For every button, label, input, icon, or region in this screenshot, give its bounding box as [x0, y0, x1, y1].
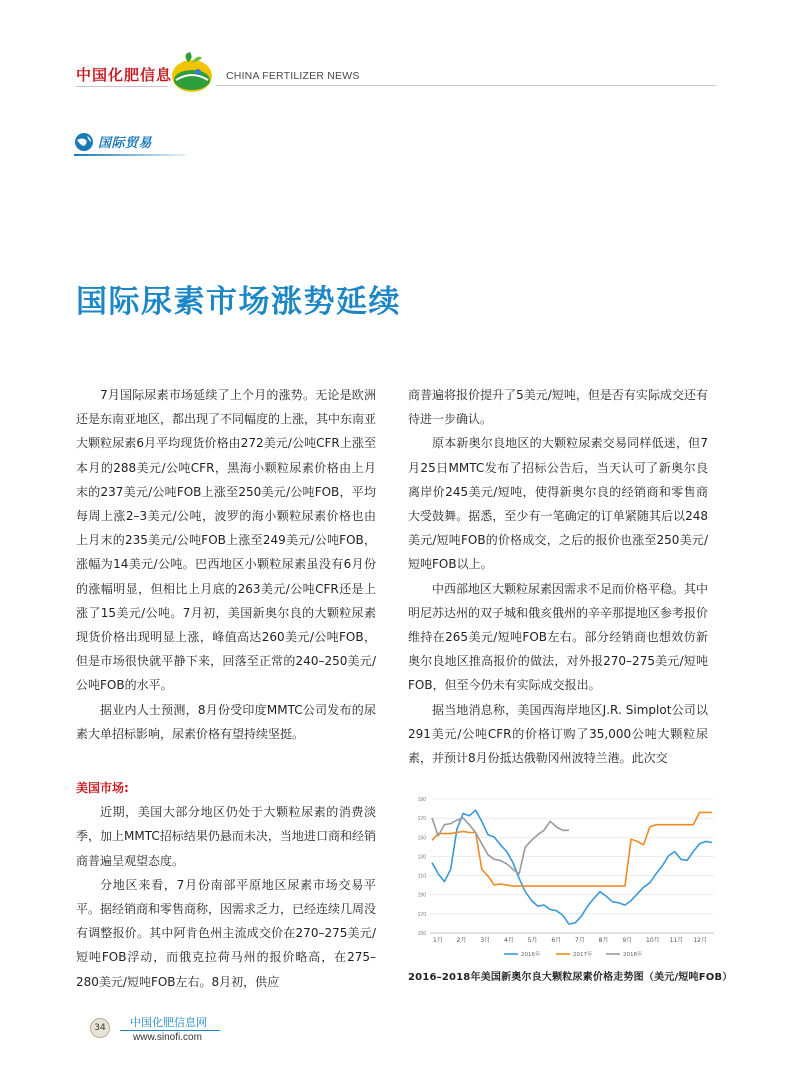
x-tick-label: 9月 [622, 937, 633, 944]
logo-icon [168, 50, 216, 94]
y-tick-label: 150 [417, 835, 426, 842]
section-label: 国际贸易 [98, 136, 153, 151]
header-rule-left [76, 86, 168, 87]
paragraph: 据当地消息称，美国西海岸地区J.R. Simplot公司以291美元/公吨CFR的价格订购了35,000公吨大颗粒尿素，并预计8月份抵达俄勒冈州波特兰港。此次交 [408, 702, 708, 766]
price-trend-chart [408, 793, 720, 965]
us-market-section [76, 776, 376, 994]
x-tick-label: 6月 [551, 937, 562, 944]
paragraph: 7月国际尿素市场延续了上个月的涨势。无论是欧洲还是东南亚地区，都出现了不同幅度的上涨，其中东南亚大颗粒尿素6月平均现货价格由272美元/公吨CFR上涨至本月的288美元/公吨CFR，黑海小颗粒尿素价格由上月末的237美元/公吨FOB上涨至250美元/公吨FOB，平均每周上涨2–3美元/公吨，波罗的海小颗粒尿素价格也由上月末的235美元/公吨FOB上涨至249美元/公吨FOB，涨幅为14美元/公吨。巴西地区小颗粒尿素虽没有6月份的涨幅明显，但相比上月底的263美元/公吨CFR还是上涨了15美元/公吨。7月初，美国新奥尔良的大颗粒尿素现货价格出现明显上涨，峰值高达260美元/公吨FOB，但是市场很快就平静下来，回落至正常的240–250美元/公吨FOB的水平。 [76, 388, 377, 693]
footer-rule [120, 1030, 220, 1031]
column-left [76, 383, 376, 746]
logo-chinese-text: 中国化肥信息 [76, 66, 173, 84]
globe-icon [74, 132, 94, 152]
y-tick-label: 190 [417, 892, 426, 899]
legend-label: 2018年 [623, 952, 643, 958]
paragraph: 分地区来看，7月份南部平原地区尿素市场交易平平。据经销商和零售商称，因需求乏力，已经连续几周没有调整报价。其中阿肯色州主流成交价在270–275美元/短吨FOB浮动，而俄克拉荷马州的报价略高，在275–280美元/短吨FOB左右。8月初，供应 [76, 877, 377, 989]
paragraph: 中西部地区大颗粒尿素因需求不足而价格平稳。其中明尼苏达州的双子城和俄亥俄州的辛辛那提地区参考报价维持在265美元/短吨FOB左右。部分经销商也想效仿新奥尔良地区推高报价的做法，对外报270–275美元/短吨FOB，但至今仍未有实际成交报出。 [408, 581, 709, 693]
y-tick-label: 110 [418, 873, 426, 880]
chart-caption: 2016–2018年美国新奥尔良大颗粒尿素价格走势图（美元/短吨FOB） [408, 972, 733, 983]
paragraph: 原本新奥尔良地区的大颗粒尿素交易同样低迷，但7月25日MMTC发布了招标公告后，当天认可了新奥尔良离岸价245美元/短吨，使得新奥尔良的经销商和零售商大受鼓舞。据悉，至少有一笔确定的订单紧随其后以248美元/短吨FOB的价格成交，之后的报价也涨至250美元/短吨FOB以上。 [408, 436, 708, 572]
section-tag [74, 131, 194, 153]
paragraph: 商普遍将报价提升了5美元/短吨，但是否有实际成交还有待进一步确认。 [408, 388, 708, 427]
x-tick-label: 8月 [598, 937, 609, 944]
column-right [408, 383, 708, 770]
article-title: 国际尿素市场涨势延续 [76, 284, 401, 320]
x-tick-label: 12月 [693, 937, 707, 944]
page-number: 34 [90, 1018, 110, 1038]
paragraph: 据业内人士预测，8月份受印度MMTC公司发布的尿素大单招标影响，尿素价格有望持续坚挺。 [76, 702, 376, 741]
series-line [432, 810, 712, 924]
x-tick-label: 7月 [575, 937, 585, 944]
legend-label: 2017年 [573, 952, 593, 958]
y-tick-label: 170 [417, 911, 426, 918]
series-line [432, 812, 712, 886]
logo-english-text: CHINA FERTILIZER NEWS [226, 70, 360, 82]
y-tick-label: 170 [417, 816, 426, 823]
us-market-heading: 美国市场: [76, 781, 129, 795]
x-tick-label: 3月 [480, 937, 491, 944]
x-tick-label: 10月 [646, 937, 660, 944]
paragraph: 近期，美国大部分地区仍处于大颗粒尿素的消费淡季，加上MMTC招标结果仍悬而未决，当地进口商和经销商普遍呈观望态度。 [76, 805, 376, 868]
y-tick-label: 150 [417, 931, 426, 937]
footer-url: www.sinofi.com [133, 1032, 202, 1043]
x-tick-label: 11月 [669, 937, 684, 944]
x-tick-label: 1月 [433, 937, 443, 944]
legend-label: 2016年 [521, 952, 541, 958]
x-tick-label: 2月 [456, 937, 467, 944]
section-underline [74, 154, 186, 156]
page-header [0, 0, 786, 100]
x-tick-label: 4月 [504, 937, 514, 944]
y-tick-label: 190 [417, 797, 426, 803]
x-tick-label: 5月 [527, 937, 538, 944]
y-tick-label: 130 [417, 854, 426, 861]
footer-site-name: 中国化肥信息网 [130, 1016, 207, 1029]
header-rule [216, 85, 716, 86]
